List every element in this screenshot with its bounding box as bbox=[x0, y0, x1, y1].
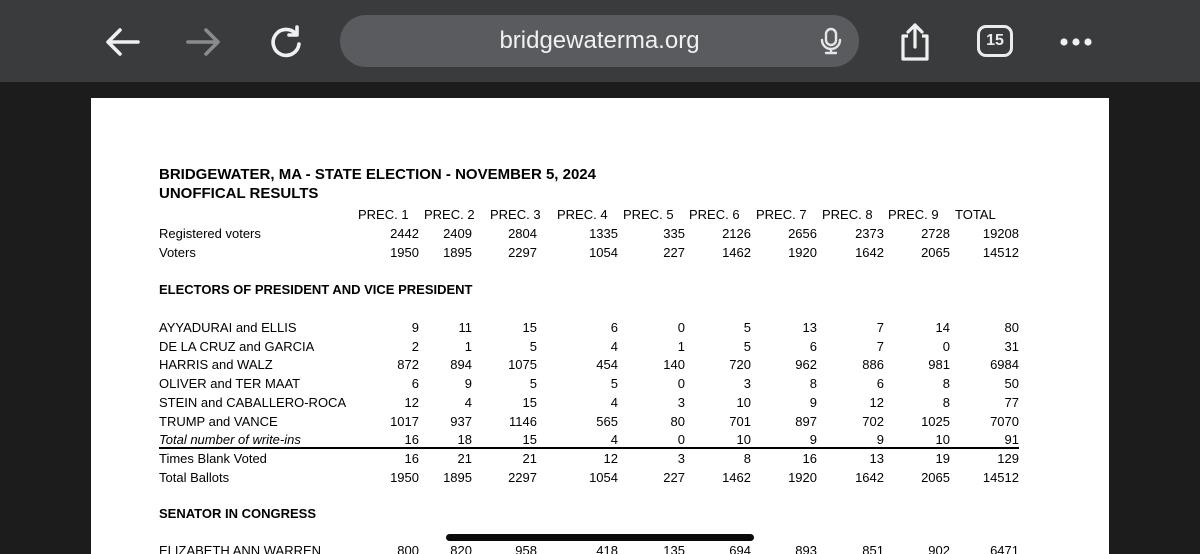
table-cell: 6 bbox=[809, 338, 817, 354]
table-cell: 1054 bbox=[589, 244, 618, 260]
table-cell: 958 bbox=[515, 543, 537, 554]
table-cell: 851 bbox=[862, 543, 884, 554]
home-indicator bbox=[446, 534, 754, 541]
table-cell: 5 bbox=[610, 376, 618, 392]
reload-icon bbox=[268, 24, 304, 60]
document-page bbox=[91, 98, 1109, 554]
table-cell: 3 bbox=[677, 450, 685, 466]
table-cell: 886 bbox=[862, 357, 884, 373]
table-cell: 19208 bbox=[982, 226, 1019, 241]
row-label: HARRIS and WALZ bbox=[159, 357, 273, 373]
table-cell: 2126 bbox=[722, 226, 751, 241]
column-header: PREC. 7 bbox=[756, 207, 807, 222]
table-cell: 15 bbox=[522, 320, 537, 335]
table-cell: 1642 bbox=[855, 469, 884, 485]
arrow-left-icon bbox=[104, 26, 140, 58]
table-cell: 135 bbox=[663, 543, 685, 554]
table-cell: 14512 bbox=[982, 469, 1019, 485]
table-cell: 1462 bbox=[722, 469, 751, 485]
table-cell: 8 bbox=[942, 376, 950, 392]
table-cell: 6471 bbox=[990, 543, 1019, 554]
table-cell: 2297 bbox=[508, 244, 537, 260]
table-cell: 4 bbox=[610, 338, 618, 354]
table-cell: 14512 bbox=[982, 244, 1019, 260]
table-cell: 5 bbox=[529, 338, 537, 354]
table-cell: 2297 bbox=[508, 469, 537, 485]
table-cell: 80 bbox=[670, 413, 685, 429]
table-cell: 77 bbox=[1004, 394, 1019, 410]
forward-button[interactable] bbox=[182, 20, 226, 64]
column-header: TOTAL bbox=[955, 207, 996, 222]
more-menu-button[interactable] bbox=[1054, 20, 1098, 64]
table-cell: 800 bbox=[397, 543, 419, 554]
table-cell: 902 bbox=[928, 543, 950, 554]
column-header: PREC. 2 bbox=[424, 207, 475, 222]
table-cell: 19 bbox=[935, 450, 950, 466]
share-button[interactable] bbox=[893, 20, 937, 64]
table-cell: 7070 bbox=[990, 413, 1019, 429]
ellipsis-icon bbox=[1056, 36, 1096, 48]
table-cell: 5 bbox=[743, 338, 751, 354]
table-cell: 13 bbox=[802, 320, 817, 335]
row-label: DE LA CRUZ and GARCIA bbox=[159, 338, 315, 354]
row-label: Total Ballots bbox=[159, 469, 230, 485]
tab-count-button[interactable]: 15 bbox=[977, 25, 1013, 57]
table-cell: 820 bbox=[450, 543, 472, 554]
table-cell: 21 bbox=[522, 450, 537, 466]
table-cell: 15 bbox=[522, 432, 537, 448]
share-icon bbox=[897, 22, 933, 62]
table-cell: 962 bbox=[795, 357, 817, 373]
table-cell: 1895 bbox=[443, 244, 472, 260]
row-label: TRUMP and VANCE bbox=[159, 413, 278, 429]
reload-button[interactable] bbox=[264, 20, 308, 64]
table-cell: 1075 bbox=[508, 357, 537, 373]
table-cell: 1335 bbox=[589, 226, 618, 241]
table-cell: 0 bbox=[942, 338, 950, 354]
table-cell: 50 bbox=[1004, 376, 1019, 392]
table-cell: 91 bbox=[1004, 432, 1019, 448]
table-cell: 702 bbox=[862, 413, 884, 429]
table-cell: 16 bbox=[404, 432, 419, 448]
table-cell: 937 bbox=[450, 413, 472, 429]
table-cell: 701 bbox=[729, 413, 751, 429]
row-label: Total number of write-ins bbox=[159, 432, 301, 448]
table-cell: 10 bbox=[736, 394, 751, 410]
table-cell: 0 bbox=[677, 320, 685, 335]
table-cell: 3 bbox=[743, 376, 751, 392]
table-cell: 872 bbox=[397, 357, 419, 373]
table-cell: 11 bbox=[458, 320, 472, 335]
table-cell: 694 bbox=[729, 543, 751, 554]
column-header: PREC. 4 bbox=[557, 207, 608, 222]
column-header: PREC. 5 bbox=[623, 207, 674, 222]
table-cell: 0 bbox=[677, 376, 685, 392]
table-cell: 80 bbox=[1004, 320, 1019, 335]
table-cell: 1950 bbox=[390, 469, 419, 485]
column-header: PREC. 6 bbox=[689, 207, 740, 222]
table-cell: 6984 bbox=[990, 357, 1019, 373]
table-cell: 14 bbox=[935, 320, 950, 335]
table-cell: 2728 bbox=[921, 226, 950, 241]
table-cell: 31 bbox=[1004, 338, 1019, 354]
table-cell: 10 bbox=[935, 432, 950, 448]
table-cell: 9 bbox=[411, 320, 419, 335]
column-header: PREC. 9 bbox=[888, 207, 939, 222]
column-header: PREC. 3 bbox=[490, 207, 541, 222]
table-cell: 897 bbox=[795, 413, 817, 429]
table-cell: 1920 bbox=[788, 244, 817, 260]
table-cell: 2804 bbox=[508, 226, 537, 241]
table-cell: 8 bbox=[942, 394, 950, 410]
table-cell: 9 bbox=[876, 432, 884, 448]
table-cell: 2373 bbox=[855, 226, 884, 241]
browser-toolbar bbox=[0, 0, 1200, 82]
table-cell: 227 bbox=[663, 469, 685, 485]
table-cell: 1950 bbox=[390, 244, 419, 260]
document-subtitle: UNOFFICAL RESULTS bbox=[159, 185, 319, 202]
url-text[interactable]: bridgewaterma.org bbox=[499, 27, 700, 54]
table-cell: 2065 bbox=[921, 469, 950, 485]
table-cell: 565 bbox=[596, 413, 618, 429]
table-cell: 2656 bbox=[788, 226, 817, 241]
row-label: OLIVER and TER MAAT bbox=[159, 376, 301, 392]
table-cell: 1642 bbox=[855, 244, 884, 260]
row-label: Voters bbox=[159, 244, 196, 260]
table-cell: 9 bbox=[809, 394, 817, 410]
back-button[interactable] bbox=[100, 20, 144, 64]
column-header: PREC. 8 bbox=[822, 207, 873, 222]
row-label: STEIN and CABALLERO-ROCA bbox=[159, 394, 347, 410]
section-president-heading: ELECTORS OF PRESIDENT AND VICE PRESIDENT bbox=[159, 282, 473, 297]
table-cell: 335 bbox=[663, 226, 685, 241]
table-cell: 0 bbox=[677, 432, 685, 448]
table-cell: 7 bbox=[876, 320, 884, 335]
table-cell: 1895 bbox=[443, 469, 472, 485]
table-cell: 6 bbox=[610, 320, 618, 335]
table-cell: 6 bbox=[876, 376, 884, 392]
table-cell: 4 bbox=[464, 394, 472, 410]
table-cell: 6 bbox=[411, 376, 419, 392]
table-cell: 4 bbox=[610, 394, 618, 410]
table-cell: 2 bbox=[411, 338, 419, 354]
column-header: PREC. 1 bbox=[358, 207, 409, 222]
row-label: Registered voters bbox=[159, 226, 261, 241]
table-cell: 1025 bbox=[921, 413, 950, 429]
document-title: BRIDGEWATER, MA - STATE ELECTION - NOVEMBER 5, 2024 bbox=[159, 166, 596, 183]
table-cell: 18 bbox=[457, 432, 472, 448]
table-cell: 893 bbox=[795, 543, 817, 554]
arrow-right-icon bbox=[186, 26, 222, 58]
results-document bbox=[91, 98, 1109, 554]
table-cell: 12 bbox=[869, 394, 884, 410]
table-cell: 3 bbox=[677, 394, 685, 410]
table-cell: 1017 bbox=[390, 413, 419, 429]
table-cell: 1 bbox=[464, 338, 472, 354]
table-cell: 418 bbox=[596, 543, 618, 554]
table-cell: 720 bbox=[729, 357, 751, 373]
table-cell: 227 bbox=[663, 244, 685, 260]
table-cell: 21 bbox=[457, 450, 472, 466]
table-cell: 2065 bbox=[921, 244, 950, 260]
section-senate-heading: SENATOR IN CONGRESS bbox=[159, 506, 316, 521]
table-cell: 2409 bbox=[443, 226, 472, 241]
row-label: ELIZABETH ANN WARREN bbox=[159, 543, 322, 554]
table-cell: 1054 bbox=[589, 469, 618, 485]
table-cell: 10 bbox=[736, 432, 751, 448]
table-cell: 894 bbox=[450, 357, 472, 373]
table-cell: 1146 bbox=[509, 413, 537, 429]
table-cell: 13 bbox=[869, 450, 884, 466]
table-cell: 1 bbox=[677, 338, 685, 354]
table-cell: 981 bbox=[928, 357, 950, 373]
table-cell: 5 bbox=[743, 320, 751, 335]
table-cell: 8 bbox=[743, 450, 751, 466]
table-cell: 15 bbox=[522, 394, 537, 410]
row-label: Times Blank Voted bbox=[159, 450, 267, 466]
table-cell: 2442 bbox=[390, 226, 419, 241]
table-cell: 16 bbox=[802, 450, 817, 466]
table-cell: 454 bbox=[596, 357, 618, 373]
row-label: AYYADURAI and ELLIS bbox=[159, 320, 297, 335]
table-cell: 16 bbox=[404, 450, 419, 466]
table-cell: 9 bbox=[464, 376, 472, 392]
microphone-icon[interactable] bbox=[817, 27, 845, 55]
address-bar[interactable] bbox=[340, 15, 859, 67]
table-cell: 12 bbox=[603, 450, 618, 466]
table-cell: 12 bbox=[404, 394, 419, 410]
table-cell: 4 bbox=[610, 432, 618, 448]
table-cell: 7 bbox=[876, 338, 884, 354]
table-cell: 129 bbox=[997, 450, 1019, 466]
table-cell: 8 bbox=[809, 376, 817, 392]
table-cell: 1462 bbox=[722, 244, 751, 260]
table-cell: 1920 bbox=[788, 469, 817, 485]
table-cell: 140 bbox=[663, 357, 685, 373]
table-cell: 9 bbox=[809, 432, 817, 448]
table-cell: 5 bbox=[529, 376, 537, 392]
